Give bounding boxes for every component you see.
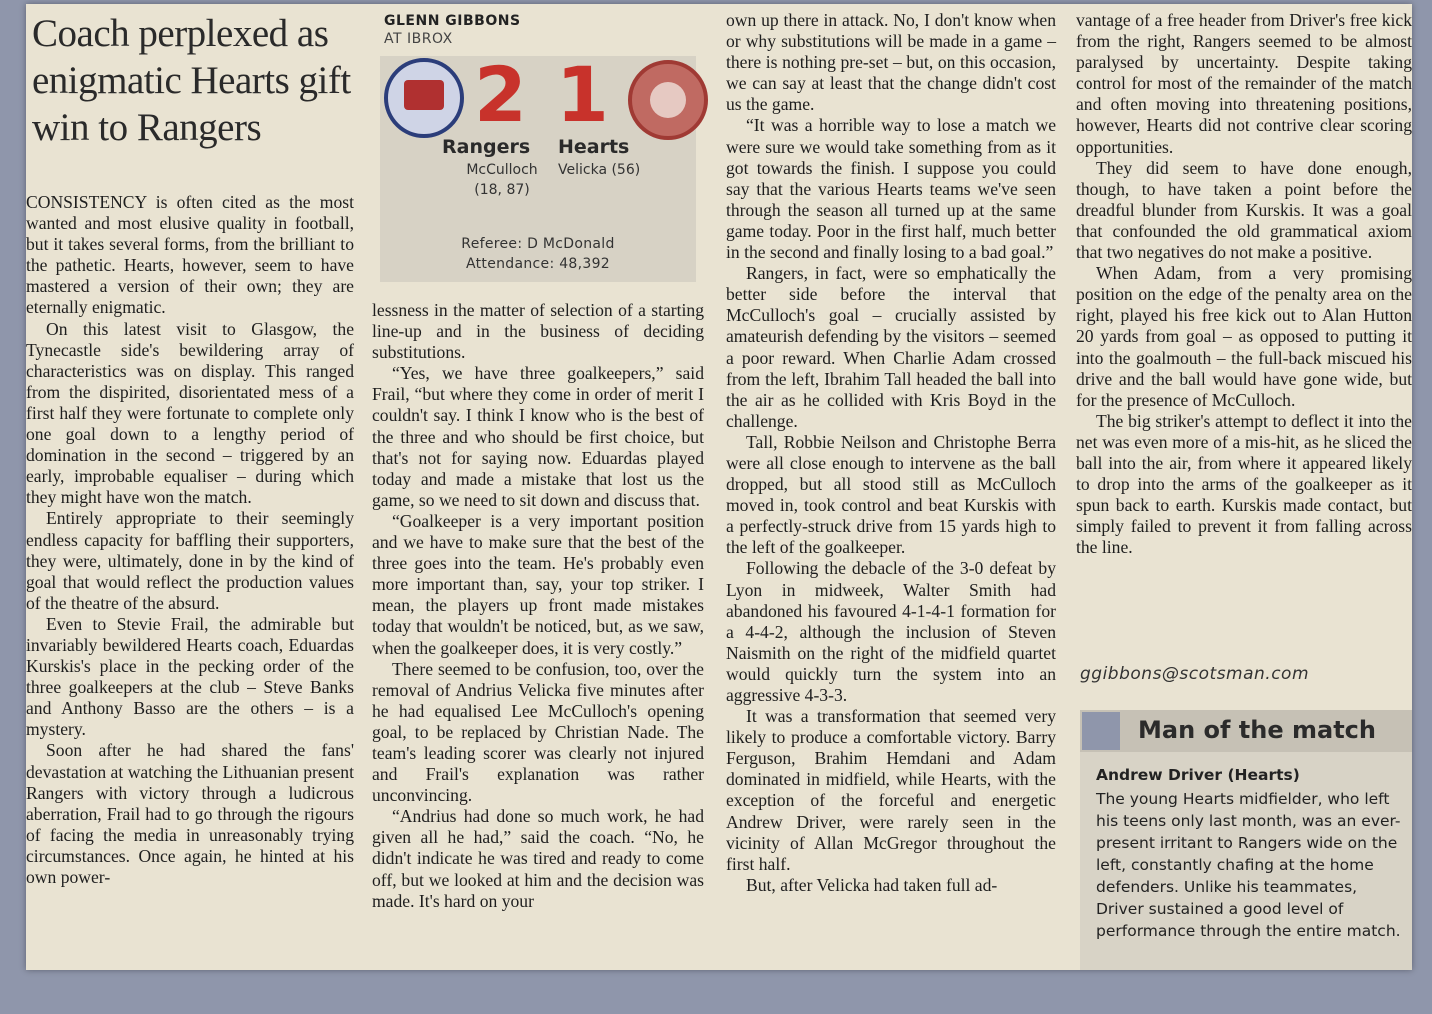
motm-header-bar: [1080, 710, 1412, 752]
away-team: Hearts: [558, 136, 630, 158]
paragraph: Entirely appropriate to their seemingly endless capacity for baffling their supporters, they were, ultimately, done in by the kind of goal that would reflect the production values of the theatre of the absurd.: [26, 508, 354, 613]
scorebox: [380, 50, 696, 282]
paragraph: vantage of a free header from Driver's free kick from the right, Rangers seemed to be almost paralysed by uncertainty. Despite taking control for most of the remainder of the match and often moving into threatening positions, however, Hearts did not contrive clear scoring opportunities.: [1076, 10, 1412, 157]
column-1: [26, 192, 354, 888]
column-2: [372, 300, 704, 912]
paragraph: The big striker's attempt to deflect it into the net was even more of a mis-hit, as he sliced the ball into the air, from where it appeared likely to drop into the arms of the goalkeeper as it spun back to earth. Kurskis made contact, but simply failed to prevent it from falling across the line.: [1076, 410, 1412, 558]
paragraph: own up there in attack. No, I don't know when or why substitutions will be made in a game – there is nothing pre-set – but, on this occasion, we can say at least that the change didn't cost us the game.: [726, 10, 1056, 115]
home-team: Rangers: [442, 136, 531, 158]
attendance: Attendance: 48,392: [466, 256, 610, 272]
referee: Referee: D McDonald: [461, 236, 615, 252]
paragraph: “Andrius had done so much work, he had given all he had,” said the coach. “No, he didn't indicate he was tired and ready to come off, but we looked at him and the decision was made. It's hard on your: [372, 806, 704, 911]
rangers-crest-icon: [384, 58, 464, 138]
headline: Coach perplexed as enigmatic Hearts gift win to Rangers: [32, 12, 351, 149]
newspaper-clipping: [26, 4, 1412, 970]
byline: [384, 12, 521, 48]
motm-description: The young Hearts midfielder, who left his teens only last month, was an ever-present irritant to Rangers wide on the left, constantly chafing at the home defenders. Unlike his teammates, Driver sustained a good level of performance through the entire match.: [1096, 790, 1401, 940]
home-scorer-minutes: (18, 87): [474, 182, 530, 198]
paragraph: “Yes, we have three goalkeepers,” said Frail, “but where they come in order of merit I couldn't say. I think I know who is the best of the three and who should be first choice, but that's not for saying now. Eduardas played today and made a mistake that lost us the game, so we need to sit down and discuss that.: [372, 363, 704, 510]
man-of-the-match-box: [1080, 710, 1412, 970]
paragraph: CONSISTENCY is often cited as the most wanted and most elusive quality in football, but it takes several forms, from the brilliant to the pathetic. Hearts, however, seem to have mastered a version of their own; they are eternally enigmatic.: [26, 192, 354, 318]
byline-location: AT IBROX: [384, 31, 453, 47]
paragraph: When Adam, from a very promising position on the edge of the penalty area on the right, played his free kick out to Alan Hutton 20 yards from goal – as opposed to putting it into the goalmouth – the full-back miscued his drive and the ball would have gone wide, but for the presence of McCulloch.: [1076, 263, 1412, 410]
paragraph: They did seem to have done enough, though, to have taken a point before the dreadful blunder from Kurskis. It was a goal that confounded the old grammatical axiom that two negatives do not make a positive.: [1076, 157, 1412, 263]
paragraph: lessness in the matter of selection of a starting line-up and in the business of deciding substitutions.: [372, 300, 704, 363]
byline-author: GLENN GIBBONS: [384, 13, 521, 29]
paragraph: Following the debacle of the 3-0 defeat by Lyon in midweek, Walter Smith had abandoned his favoured 4-1-4-1 formation for a 4-4-2, although the inclusion of Steven Naismith on the right of the midfield quartet would quickly turn the system into an aggressive 4-3-3.: [726, 558, 1056, 705]
paragraph: Rangers, in fact, were so emphatically the better side before the interval that McCulloch's goal – crucially assisted by amateurish defending by the visitors – seemed a poor reward. When Charlie Adam crossed from the left, Ibrahim Tall headed the ball into the air as he collided with Kris Boyd in the challenge.: [726, 263, 1056, 431]
column-3: [726, 10, 1056, 896]
column-4: [1076, 10, 1412, 558]
home-scorer-name: McCulloch: [466, 162, 538, 178]
paragraph: Tall, Robbie Neilson and Christophe Berra were all close enough to intervene as the ball dropped, but all stood still as McCulloch moved in, took control and beat Kurskis with a perfectly-struck drive from 15 yards high to the left of the goalkeeper.: [726, 431, 1056, 558]
paragraph: There seemed to be confusion, too, over the removal of Andrius Velicka five minutes after he had equalised Lee McCulloch's opening goal, to be replaced by Christian Nade. The team's leading scorer was clearly not injured and Frail's explanation was rather unconvincing.: [372, 658, 704, 806]
paragraph: “It was a horrible way to lose a match we were sure we would take something from as it got towards the finish. I suppose you could say that the various Hearts teams we've seen through the season all turned up at the same game today. Poor in the first half, much better in the second and finally losing to a bad goal.”: [726, 115, 1056, 263]
paragraph: Even to Stevie Frail, the admirable but invariably bewildered Hearts coach, Eduardas Kurskis's place in the pecking order of the three goalkeepers at the club – Steve Banks and Anthony Basso are the others – is a mystery.: [26, 613, 354, 740]
motm-title: Man of the match: [1138, 716, 1376, 744]
away-scorers: Velicka (56): [558, 162, 641, 178]
author-email: ggibbons@scotsman.com: [1080, 664, 1310, 684]
square-icon: [1082, 712, 1120, 750]
hearts-crest-icon: [628, 60, 708, 140]
away-score: 1: [556, 50, 609, 139]
home-score: 2: [474, 50, 527, 139]
home-scorers: [452, 160, 552, 200]
paragraph: On this latest visit to Glasgow, the Tynecastle side's bewildering array of characteristics was on display. This ranged from the dispirited, disorientated mess of a first half they were fortunate to complete only one goal down to a lengthy period of domination in the second – triggered by an early, improbable equaliser – during which they might have won the match.: [26, 318, 354, 508]
paragraph: “Goalkeeper is a very important position and we have to make sure that the best of the three goes into the team. He's probably even more important than, say, your top striker. I mean, the players up front made mistakes today that wouldn't be noticed, but, as we saw, when the goalkeeper does, it is very costly.”: [372, 510, 704, 658]
paragraph: It was a transformation that seemed very likely to produce a comfortable victory. Barry Ferguson, Brahim Hemdani and Adam dominated in midfield, while Hearts, with the exception of the forceful and energetic Andrew Driver, were rarely seen in the vicinity of Allan McGregor throughout the first half.: [726, 706, 1056, 874]
match-officials: [380, 234, 696, 274]
paragraph: But, after Velicka had taken full ad-: [746, 874, 998, 895]
motm-player-name: Andrew Driver (Hearts): [1096, 766, 1300, 784]
paragraph: Soon after he had shared the fans' devastation at watching the Lithuanian present Rangers with victory through a ludicrous aberration, Frail had to go through the rigours of facing the media in unreasonably trying circumstances. Once again, he hinted at his own power-: [26, 740, 354, 887]
